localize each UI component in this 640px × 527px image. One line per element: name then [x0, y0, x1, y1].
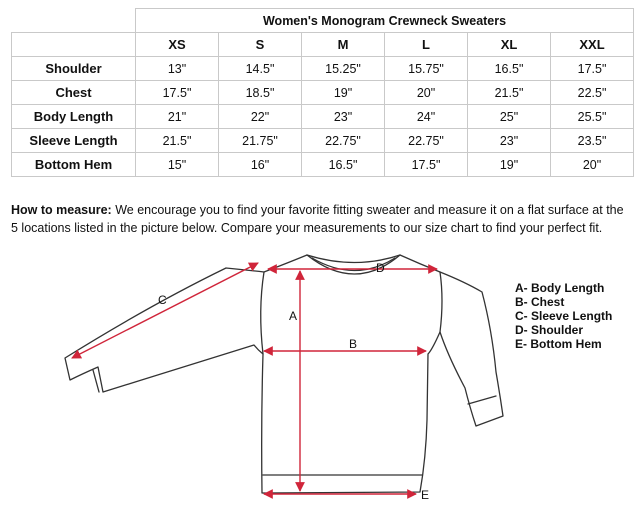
- table-cell: 23.5": [551, 129, 634, 153]
- sweater-left-sleeve-seam: [261, 272, 264, 354]
- size-header-m: M: [302, 33, 385, 57]
- size-header-xs: XS: [136, 33, 219, 57]
- row-label: Sleeve Length: [12, 129, 136, 153]
- instructions-body: We encourage you to find your favorite fitting sweater and measure it on a flat surface at the 5 locations listed in the picture below. Compare your measurements to our size chart to find your perfect fit.: [11, 203, 624, 235]
- table-cell: 21.5": [136, 129, 219, 153]
- table-title-row: [12, 9, 634, 33]
- measure-instructions: [11, 201, 633, 237]
- legend-item-b: B- Chest: [515, 295, 565, 309]
- table-cell: 16.5": [468, 57, 551, 81]
- row-label: Body Length: [12, 105, 136, 129]
- sweater-right-sleeve-seam: [440, 272, 442, 332]
- table-row-shoulder: [12, 57, 634, 81]
- instructions-lead: How to measure:: [11, 203, 112, 217]
- table-cell: 16.5": [302, 153, 385, 177]
- table-cell: 23": [468, 129, 551, 153]
- sweater-diagram: [0, 250, 510, 522]
- table-header-row: [12, 33, 634, 57]
- measurement-legend: [515, 281, 612, 351]
- arrow-sleeve-c: [72, 263, 258, 358]
- table-cell: 22.75": [302, 129, 385, 153]
- table-cell: 15.25": [302, 57, 385, 81]
- sweater-left-cuff-line: [93, 370, 99, 392]
- table-cell: 15": [136, 153, 219, 177]
- row-label: Shoulder: [12, 57, 136, 81]
- label-c: C: [158, 293, 167, 307]
- table-cell: 22.5": [551, 81, 634, 105]
- row-label: Chest: [12, 81, 136, 105]
- table-cell: 25.5": [551, 105, 634, 129]
- table-cell: 13": [136, 57, 219, 81]
- table-cell: 20": [385, 81, 468, 105]
- table-header-blank: [12, 33, 136, 57]
- table-cell: 16": [219, 153, 302, 177]
- table-cell: 15.75": [385, 57, 468, 81]
- table-cell: 23": [302, 105, 385, 129]
- table-row-chest: [12, 81, 634, 105]
- table-cell: 20": [551, 153, 634, 177]
- table-cell: 17.5": [136, 81, 219, 105]
- table-cell: 19": [302, 81, 385, 105]
- label-e: E: [421, 488, 430, 502]
- label-a: A: [289, 309, 298, 323]
- table-row-sleeve-length: [12, 129, 634, 153]
- legend-item-a: A- Body Length: [515, 281, 605, 295]
- sweater-right-cuff-line: [468, 396, 496, 404]
- row-label: Bottom Hem: [12, 153, 136, 177]
- legend-item-c: C- Sleeve Length: [515, 309, 613, 323]
- table-cell: 17.5": [551, 57, 634, 81]
- size-header-xxl: XXL: [551, 33, 634, 57]
- legend-item-d: D- Shoulder: [515, 323, 583, 337]
- legend-item-e: E- Bottom Hem: [515, 337, 602, 351]
- sweater-outline: [65, 255, 503, 493]
- table-cell: 18.5": [219, 81, 302, 105]
- size-header-xl: XL: [468, 33, 551, 57]
- table-cell: 21.5": [468, 81, 551, 105]
- size-header-s: S: [219, 33, 302, 57]
- table-cell: 17.5": [385, 153, 468, 177]
- table-cell: 21": [136, 105, 219, 129]
- measure-arrows: [72, 263, 437, 494]
- table-cell: 22": [219, 105, 302, 129]
- table-title: Women's Monogram Crewneck Sweaters: [136, 9, 634, 33]
- table-cell: 14.5": [219, 57, 302, 81]
- sweater-body-outline: [65, 255, 503, 493]
- measure-labels: [158, 261, 429, 502]
- table-cell: 25": [468, 105, 551, 129]
- table-cell: 19": [468, 153, 551, 177]
- table-row-body-length: [12, 105, 634, 129]
- table-corner: [12, 9, 136, 33]
- size-header-l: L: [385, 33, 468, 57]
- label-b: B: [349, 337, 358, 351]
- table-cell: 22.75": [385, 129, 468, 153]
- table-cell: 21.75": [219, 129, 302, 153]
- size-chart-table: [11, 8, 634, 177]
- label-d: D: [376, 261, 385, 275]
- table-row-bottom-hem: [12, 153, 634, 177]
- table-cell: 24": [385, 105, 468, 129]
